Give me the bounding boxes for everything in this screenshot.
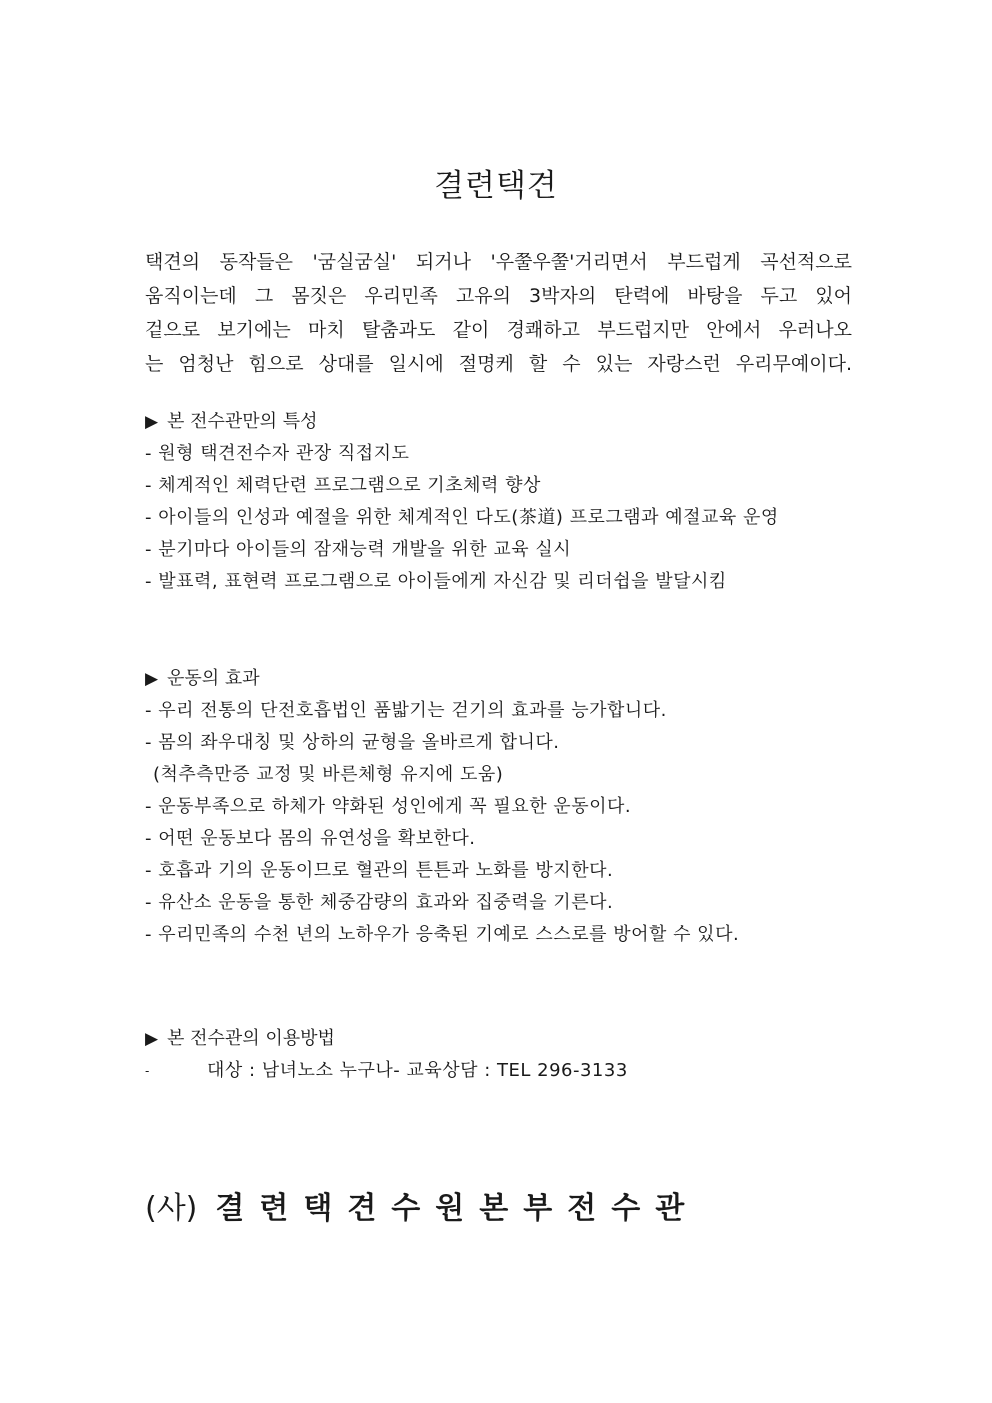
effects-section <box>145 663 857 951</box>
intro-line: 겉으로 보기에는 마치 탈춤과도 같이 경쾌하고 부드럽지만 안에서 우러나오 <box>145 319 852 341</box>
list-item: - 운동부족으로 하체가 약화된 성인에게 꼭 필요한 운동이다. <box>145 796 632 817</box>
organization-title: 결련택견수원본부전수관 <box>215 1191 700 1226</box>
list-item: - 발표력, 표현력 프로그램으로 아이들에게 자신감 및 리더쉽을 발달시킴 <box>145 571 727 592</box>
list-item: - 호흡과 기의 운동이므로 혈관의 튼튼과 노화를 방지한다. <box>145 860 614 881</box>
features-section <box>145 406 857 598</box>
features-heading-text: 본 전수관만의 특성 <box>167 411 318 432</box>
intro-line: 택견의 동작들은 '굼실굼실' 되거나 '우쭐우쭐'거리면서 부드럽게 곡선적으로 <box>145 251 852 273</box>
usage-heading-text: 본 전수관의 이용방법 <box>167 1028 335 1049</box>
intro-paragraph <box>145 245 852 381</box>
organization-prefix: (사) <box>145 1191 198 1226</box>
list-item: - 분기마다 아이들의 잠재능력 개발을 위한 교육 실시 <box>145 539 572 560</box>
intro-line: 는 엄청난 힘으로 상대를 일시에 절명케 할 수 있는 자랑스런 우리무예이다. <box>145 353 852 375</box>
usage-heading <box>145 1023 857 1055</box>
list-item: - 유산소 운동을 통한 체중감량의 효과와 집중력을 기른다. <box>145 892 614 913</box>
list-item: - 우리민족의 수천 년의 노하우가 응축된 기예로 스스로를 방어할 수 있다. <box>145 924 740 945</box>
list-item: - 체계적인 체력단련 프로그램으로 기초체력 향상 <box>145 475 541 496</box>
usage-section <box>145 1023 857 1087</box>
list-item: - 우리 전통의 단전호흡법인 품밟기는 걷기의 효과를 능가합니다. <box>145 700 667 721</box>
triangle-icon: ▶ <box>145 669 159 689</box>
effects-heading-text: 운동의 효과 <box>167 668 260 689</box>
usage-text: 대상 : 남녀노소 누구나- 교육상담 : TEL 296-3133 <box>207 1060 628 1081</box>
list-item: - 아이들의 인성과 예절을 위한 체계적인 다도(茶道) 프로그램과 예절교육 운영 <box>145 507 779 528</box>
list-item: - 몸의 좌우대칭 및 상하의 균형을 올바르게 합니다. <box>145 732 560 753</box>
usage-info <box>145 1055 857 1087</box>
list-item-note: (척추측만증 교정 및 바른체형 유지에 도움) <box>153 764 504 785</box>
triangle-icon: ▶ <box>145 412 159 432</box>
effects-heading <box>145 663 857 695</box>
organization-name <box>145 1183 699 1227</box>
features-heading <box>145 406 857 438</box>
list-item: - 원형 택견전수자 관장 직접지도 <box>145 443 410 464</box>
intro-line: 움직이는데 그 몸짓은 우리민족 고유의 3박자의 탄력에 바탕을 두고 있어 <box>145 285 852 307</box>
usage-dash: - <box>145 1064 150 1078</box>
page-title: 결련택견 <box>434 168 558 204</box>
list-item: - 어떤 운동보다 몸의 유연성을 확보한다. <box>145 828 476 849</box>
triangle-icon: ▶ <box>145 1029 159 1049</box>
